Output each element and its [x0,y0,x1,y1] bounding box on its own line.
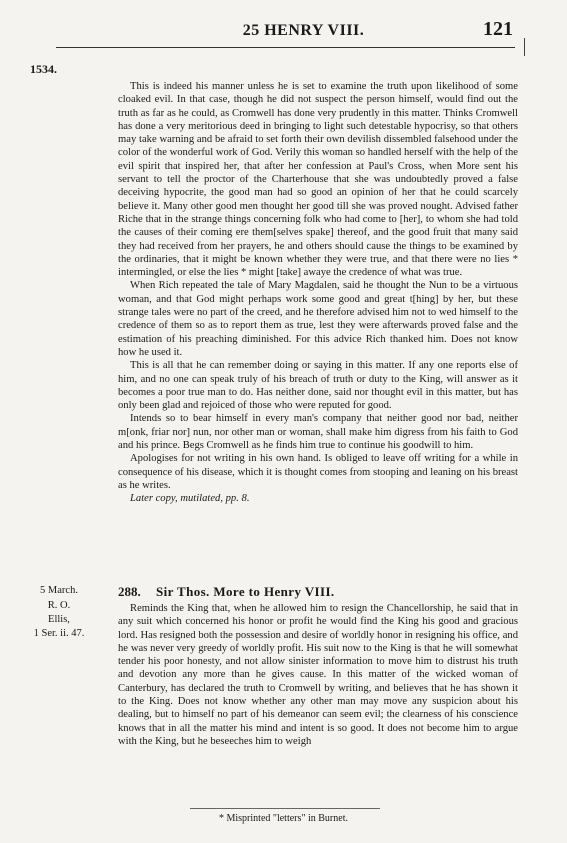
entry-ref-3: 1 Ser. ii. 47. [33,628,85,639]
header-title: 25 HENRY VIII. [242,22,365,39]
entry-title: Sir Thos. More to Henry VIII. [156,584,335,599]
entry-number: 288. [118,584,141,599]
page-number: 121 [483,18,513,40]
entry-heading [118,584,518,600]
body-paragraph: This is indeed his manner unless he is set to examine the truth upon likelihood of some cloaked evil. In that case, though he did not suspect the person himself, would find out the truth as far as he could, as Cromwell has done very prudently in this matter. Thinks Cromwell has done a very meritorious deed in bringing to light such detestable hypocrisy, so that others may take warning and be afraid to set forth their own devilish dissembled falsehood under the color of the wonderful work of God. Verily this woman so handled herself with the help of the evil spirit that inspired her, that after her confession at Paul's Cross, when More sent his servant to tell the proctor of the Charterhouse that she was undoubtedly proved a false deceiving hypocrite, the good man had so good an opinion of her that he could scarcely believe it. Many other good men thought her good till she was proved nought. Advised father Riche that in the strange things concerning folk who had come to [her], to whom she had told the causes of their coming ere them[selves spake] thereof, and the good fruit that many said they had received from her prayers, he and others should cause the things to be examined by the ordinaries, that it might be known whether they were true, and that there were no lies * intermingled, or else the lies * might [take] awaye the credence of what was true. [118,81,518,279]
body-paragraph: Apologises for not writing in his own hand. Is obliged to leave off writing for a while in consequence of his disease, which it is thought comes from stooping and leaning on his breast as he writes. [118,453,518,491]
entry-ref-2: Ellis, [48,614,70,625]
entry-paragraph: Reminds the King that, when he allowed him to resign the Chancellorship, he said that in any suit which concerned his honor or profit he would find the King his good and gracious lord. Has resigned both the possession and desire of worldly honor in resigning his office, and he was never very greedy of worldly profit. His suit now to the King is that he will somewhat tender his poor honesty, and not allow sinister information to move him to distrust his truth and devotion any more than he gives cause. In this matter of the wicked woman of Canterbury, has declared the truth to Cromwell by writing, and believes that he has shown it to the King. Does not know whether any other man may move any suspicion about his dealing, but to himself no part of his demeanor can seem evil; the clearness of his conscience knows that in all the matter his mind and intent is so good. It does not become him to argue with the King, but he beseeches him to weigh [118,603,518,747]
letter-body [118,80,518,506]
header-tick [524,38,525,56]
body-paragraph: When Rich repeated the tale of Mary Magdalen, said he thought the Nun to be a virtuous woman, and that God might perhaps work some good and great t[hing] by her, but these strange tales were no part of the creed, and he therefore advised him not to wed himself to the credence of them so as to report them as true, lest they were afterwards proved false and the estimation of his preaching diminished. For this advice Rich thanked him. Does not know how he used it. [118,280,518,358]
body-paragraph: This is all that he can remember doing or saying in this matter. If any one reports else of him, and no one can speak truly of his breach of truth or duty to the King, will answer as it becomes a poor true man to do. Has neither done, said nor thought evil in this matter, but has only been glad and rejoiced of those who were reputed for good. [118,360,518,412]
running-header [60,18,547,44]
footnote: * Misprinted "letters" in Burnet. [219,813,348,824]
header-rule [56,47,515,48]
margin-year: 1534. [30,62,57,76]
entry-body [118,602,518,748]
entry-ref-1: R. O. [47,600,71,611]
body-paragraph: Intends so to bear himself in every man's company that neither good nor bad, neither m[onk, friar nor] nun, nor other man or woman, shall make him digress from his faith to God and his prince. Begs Cromwell as he finds him true to continue his goodwill to him. [118,413,518,452]
entry-date: 5 March. [40,585,78,596]
footnote-rule [190,808,380,809]
source-note: Later copy, mutilated, pp. 8. [130,493,250,505]
